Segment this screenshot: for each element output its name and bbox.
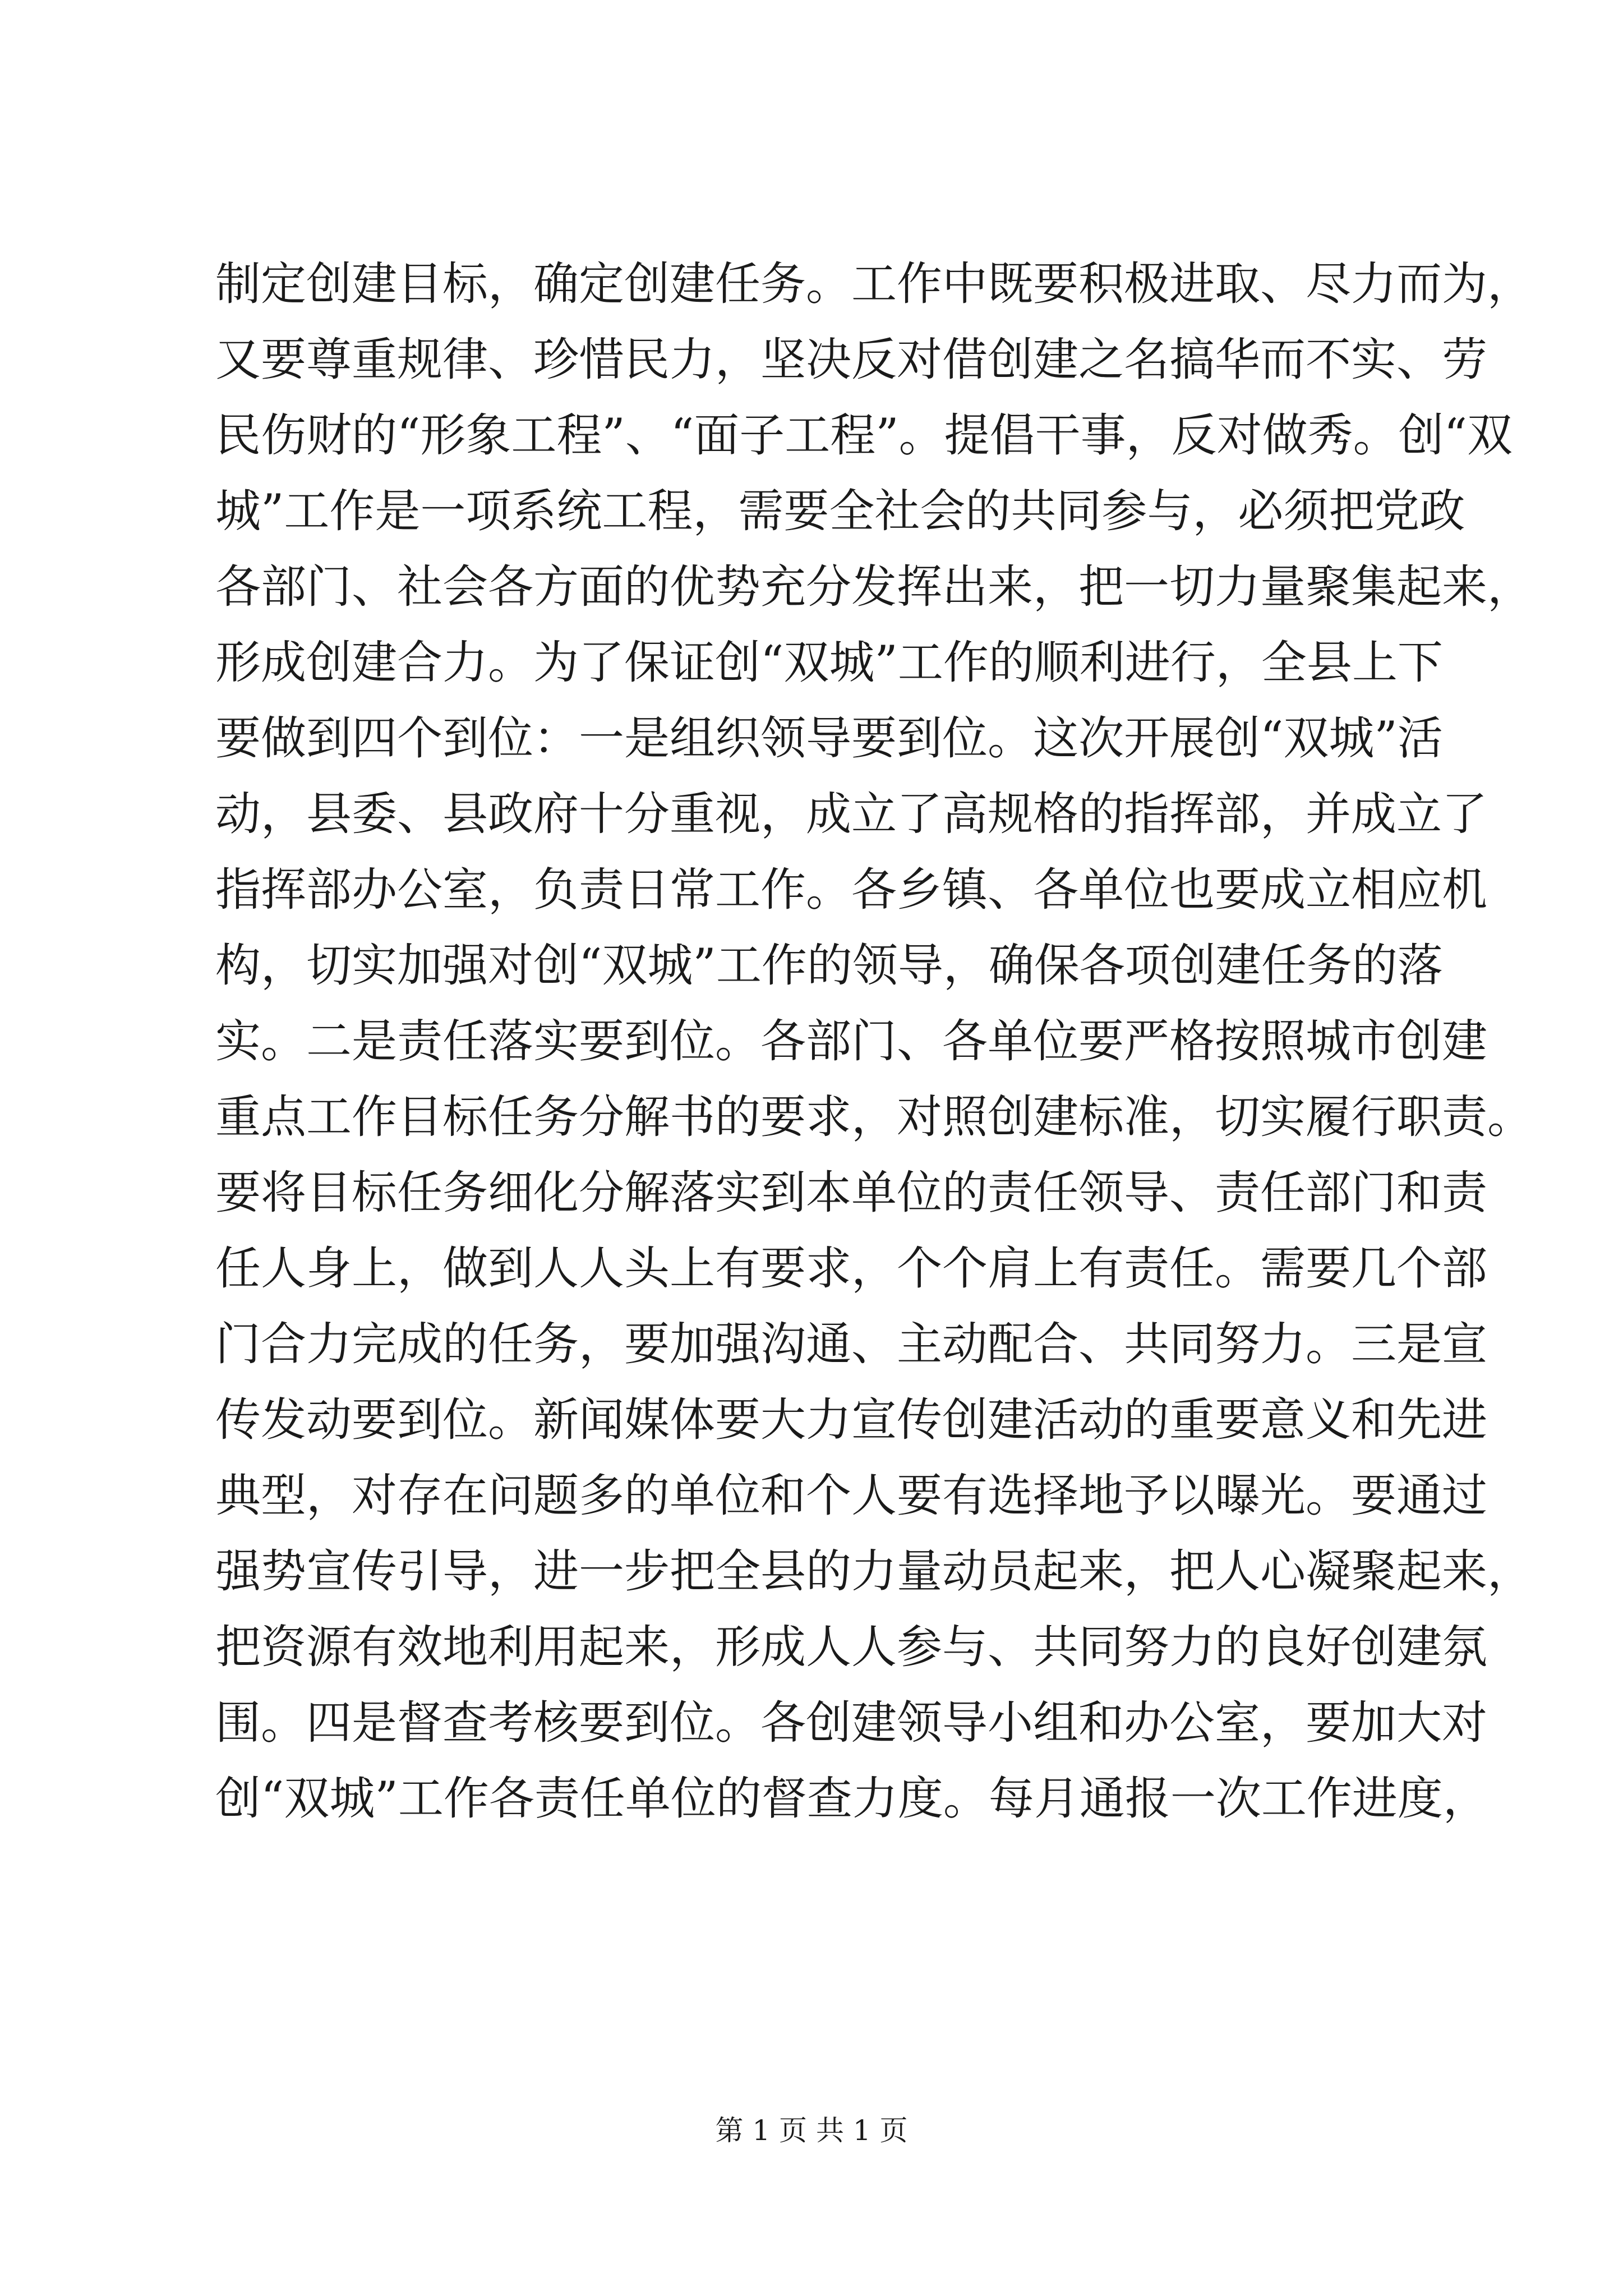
- text-line: 构，切实加强对创“双城”工作的领导，确保各项创建任务的落: [215, 940, 1443, 992]
- text-line: 要做到四个到位：一是组织领导要到位。这次开展创“双城”活: [215, 712, 1443, 765]
- text-line: 把资源有效地利用起来，形成人人参与、共同努力的良好创建氛: [215, 1621, 1488, 1674]
- text-line: 门合力完成的任务，要加强沟通、主动配合、共同努力。三是宣: [215, 1318, 1488, 1371]
- page-footer: 第 1 页 共 1 页: [715, 2114, 908, 2147]
- text-line: 动，县委、县政府十分重视，成立了高规格的指挥部，并成立了: [215, 788, 1488, 841]
- text-line: 围。四是督查考核要到位。各创建领导小组和办公室，要加大对: [215, 1697, 1488, 1750]
- text-line: 城”工作是一项系统工程，需要全社会的共同参与，必须把党政: [215, 485, 1465, 538]
- text-line: 传发动要到位。新闻媒体要大力宣传创建活动的重要意义和先进: [215, 1394, 1488, 1447]
- text-line: 形成创建合力。为了保证创“双城”工作的顺利进行，全县上下: [215, 637, 1443, 689]
- text-line: 创“双城”工作各责任单位的督查力度。每月通报一次工作进度，: [215, 1773, 1488, 1825]
- text-line: 任人身上，做到人人头上有要求，个个肩上有责任。需要几个部: [215, 1243, 1488, 1295]
- text-line: 又要尊重规律、珍惜民力，坚决反对借创建之名搞华而不实、劳: [215, 334, 1488, 386]
- text-line: 典型，对存在问题多的单位和个人要有选择地予以曝光。要通过: [215, 1470, 1488, 1522]
- text-line: 指挥部办公室，负责日常工作。各乡镇、各单位也要成立相应机: [215, 864, 1488, 917]
- text-line: 制定创建目标，确定创建任务。工作中既要积极进取、尽力而为，: [215, 258, 1533, 311]
- text-line: 强势宣传引导，进一步把全县的力量动员起来，把人心凝聚起来，: [215, 1545, 1533, 1598]
- text-line: 实。二是责任落实要到位。各部门、各单位要严格按照城市创建: [215, 1015, 1488, 1068]
- text-line: 民伤财的“形象工程”、“面子工程”。提倡干事，反对做秀。创“双: [215, 409, 1513, 462]
- text-line: 各部门、社会各方面的优势充分发挥出来，把一切力量聚集起来，: [215, 561, 1533, 614]
- document-body: [215, 247, 1533, 1837]
- text-line: 重点工作目标任务分解书的要求，对照创建标准，切实履行职责。: [215, 1091, 1533, 1144]
- text-line: 要将目标任务细化分解落实到本单位的责任领导、责任部门和责: [215, 1167, 1488, 1220]
